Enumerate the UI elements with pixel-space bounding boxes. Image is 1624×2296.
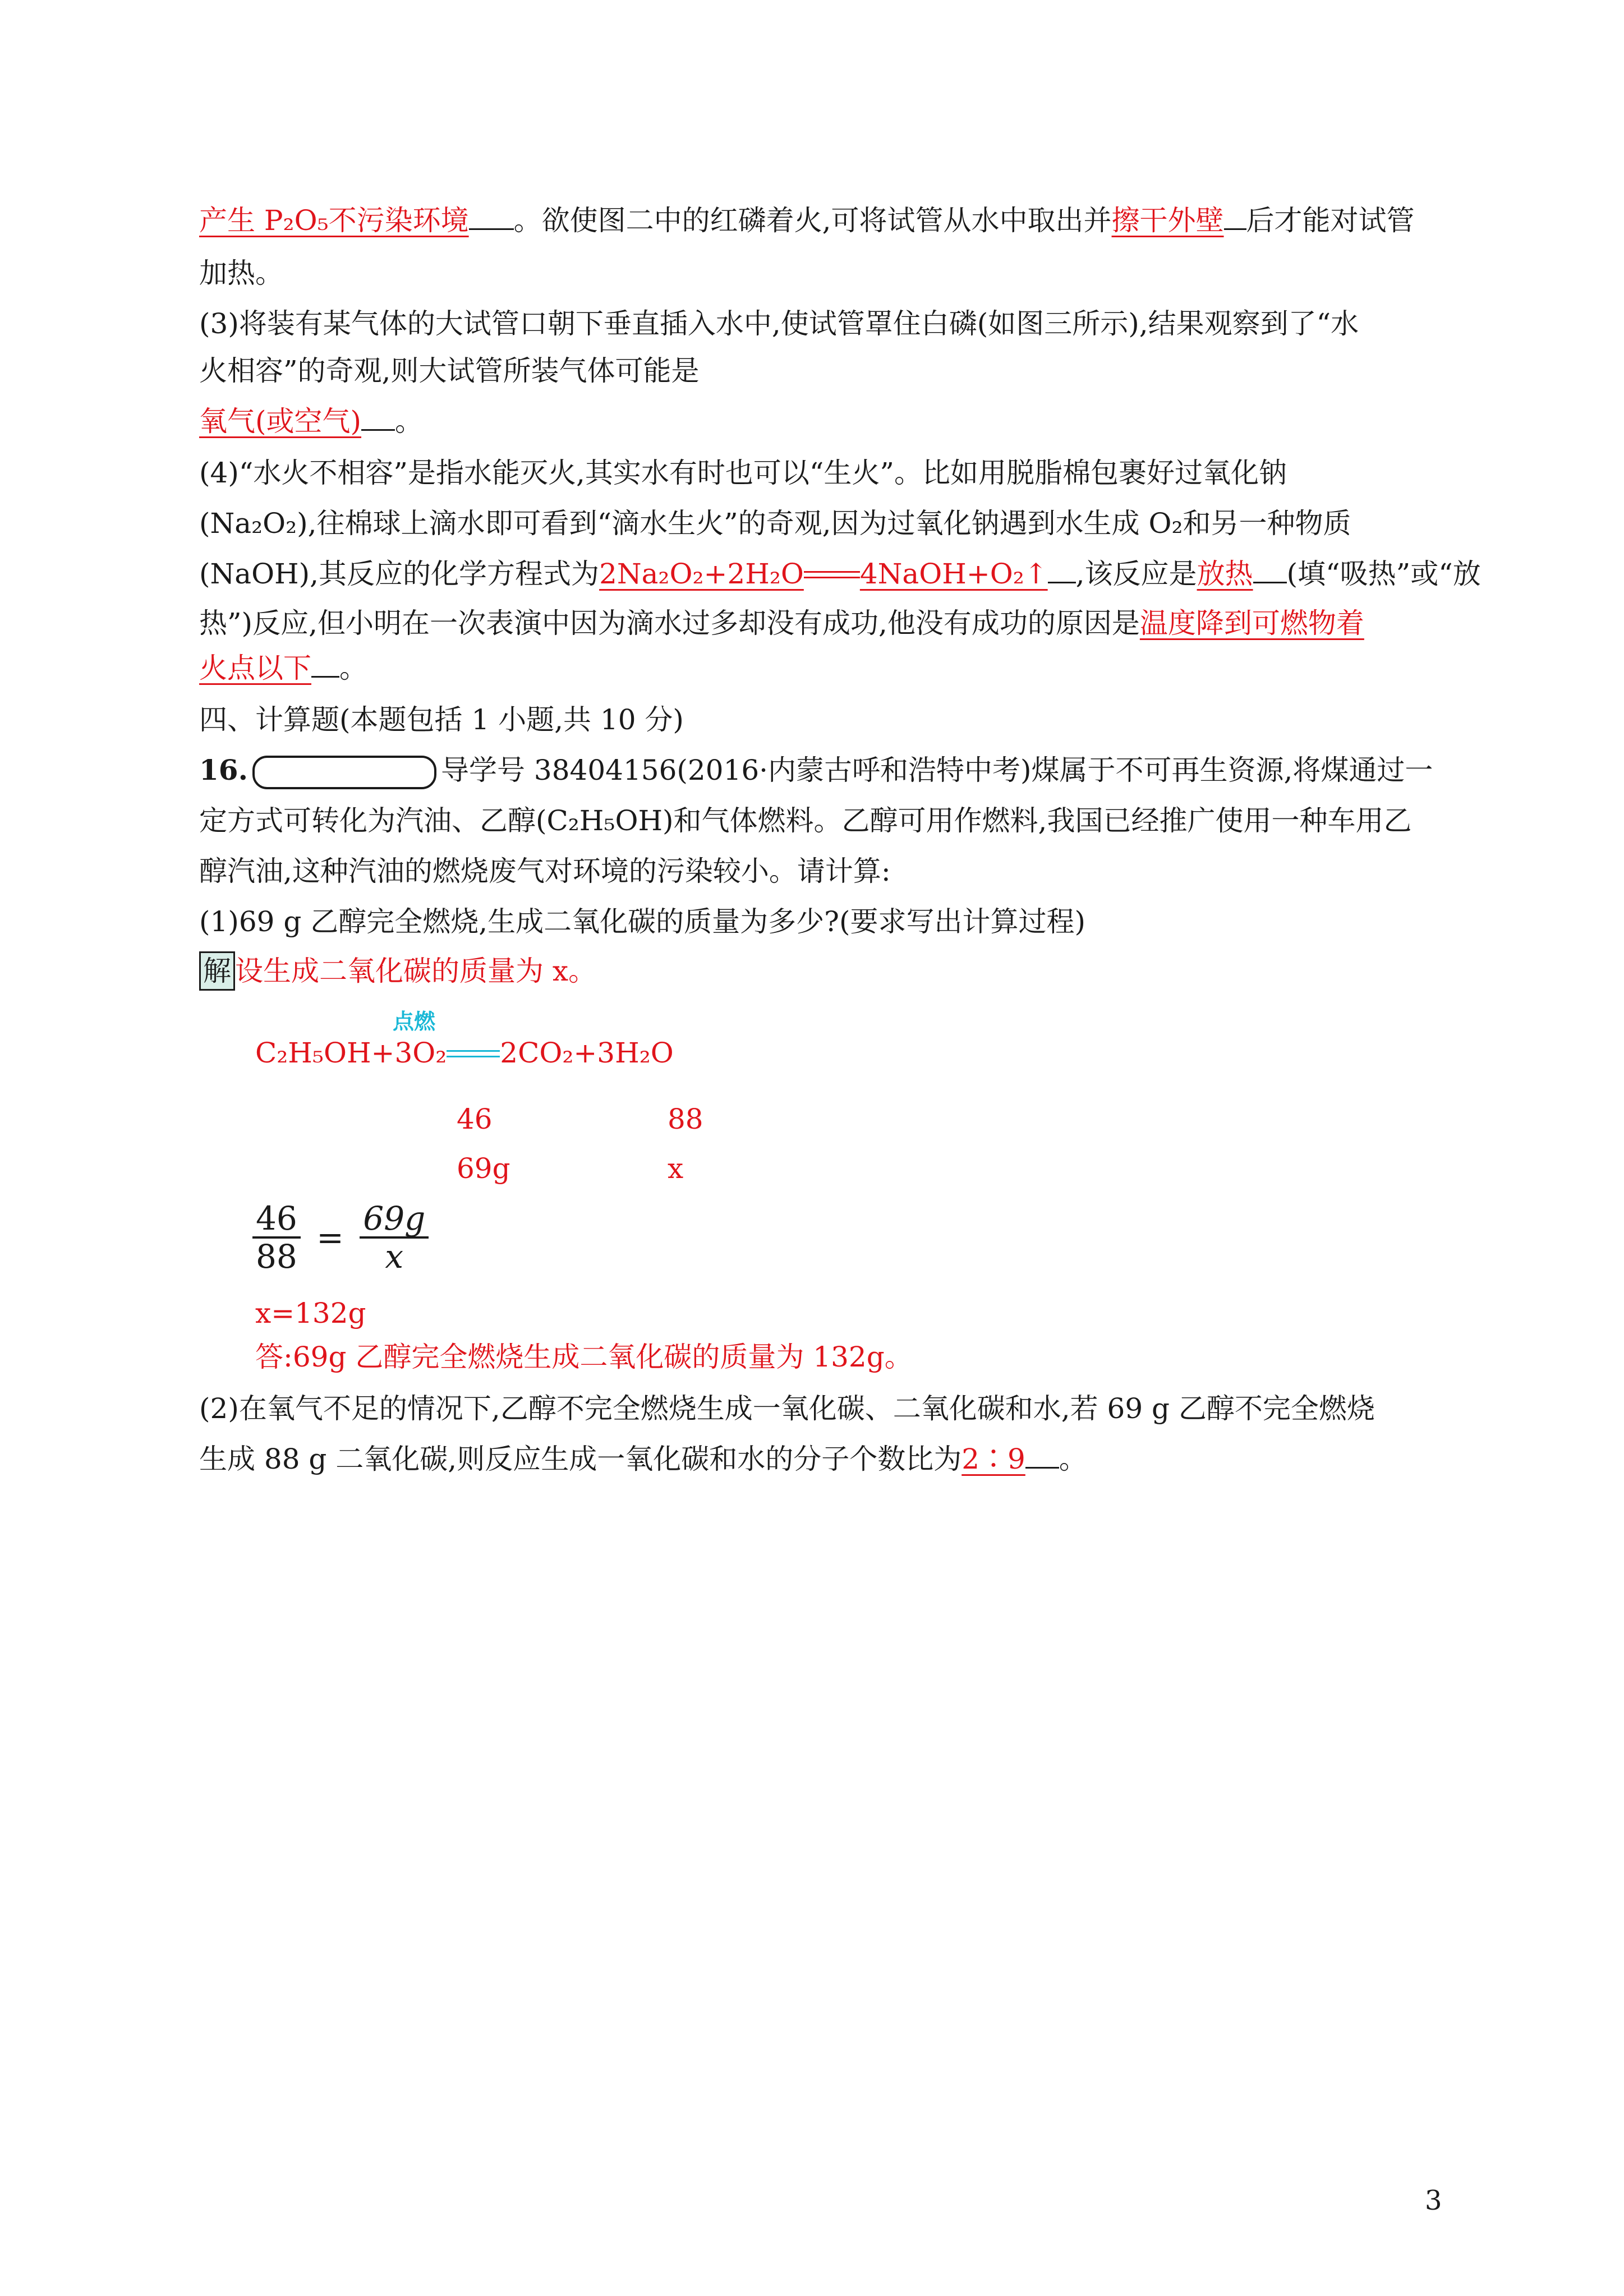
answer-oxygen: 氧气(或空气) [199, 405, 362, 438]
answer-p2o5: 产生 P₂O₅不污染环境 [199, 204, 469, 237]
q16-line1 [199, 744, 1433, 797]
blank-tail [311, 643, 339, 678]
q3-part4-line2: (Na₂O₂),往棉球上滴水即可看到“滴水生火”的奇观,因为过氧化钠遇到水生成 O₂和另一种物质 [199, 507, 1351, 540]
q16-part1: (1)69 g 乙醇完全燃烧,生成二氧化碳的质量为多少?(要求写出计算过程) [199, 905, 1085, 938]
final-answer: 答:69g 乙醇完全燃烧生成二氧化碳的质量为 132g。 [255, 1341, 913, 1373]
proportion-equation [252, 1200, 429, 1274]
reaction-condition: 点燃 [393, 1009, 436, 1034]
q3-part4-text4a: 热”)反应,但小明在一次表演中因为滴水过多却没有成功,他没有成功的原因是 [199, 607, 1140, 639]
section-heading: 四、计算题(本题包括 1 小题,共 10 分) [199, 703, 684, 736]
q16-line3: 醇汽油,这种汽油的燃烧废气对环境的污染较小。请计算: [199, 855, 891, 887]
q16-text1: 导学号 38404156(2016·内蒙古呼和浩特中考)煤属于不可再生资源,将煤通过一 [441, 754, 1433, 786]
fraction-left-numerator: 46 [252, 1200, 301, 1239]
equation-right: 4NaOH+O₂↑ [859, 558, 1048, 590]
period: 。 [339, 652, 367, 684]
q3-part3-line3 [199, 395, 423, 448]
fraction-equals: = [316, 1218, 344, 1257]
q16-solution-start [199, 945, 596, 997]
q3-part4-text3a: (NaOH),其反应的化学方程式为 [199, 558, 600, 590]
q3-tail-text2: 后才能对试管 [1246, 204, 1415, 237]
q3-tail-text1: 。欲使图二中的红磷着火,可将试管从水中取出并 [513, 204, 1112, 237]
equation-products: 2CO₂+3H₂O [500, 1037, 674, 1069]
molar-mass-ethanol: 46 [457, 1103, 493, 1135]
q3-tail-line1 [199, 194, 1415, 247]
q16-part2-line2 [199, 1433, 1087, 1485]
fraction-left-denominator: 88 [256, 1237, 297, 1276]
q3-part4-text3c: (填“吸热”或“放 [1286, 558, 1481, 590]
mass-co2: x [668, 1152, 684, 1185]
blank-tail [361, 397, 395, 431]
solution-marker: 解 [199, 951, 235, 991]
result: x=132g [255, 1297, 366, 1329]
equation-reactants: C₂H₅OH+3O₂ [255, 1037, 447, 1069]
q3-part4-text3b: ,该反应是 [1075, 558, 1197, 590]
fraction-right-numerator: 69g [360, 1200, 429, 1239]
q3-part3-line1: (3)将装有某气体的大试管口朝下垂直插入水中,使试管罩住白磷(如图三所示),结果观察到了“水 [199, 307, 1359, 340]
period: 。 [395, 405, 424, 438]
fracpart [252, 1200, 301, 1274]
q3-part4-line1: (4)“水火不相容”是指水能灭火,其实水有时也可以“生火”。比如用脱脂棉包裹好过氧化钠 [199, 457, 1287, 489]
guide-badge[interactable] [252, 756, 436, 789]
blank-tail [469, 196, 514, 230]
question-number: 16. [199, 753, 248, 786]
blank-tail [1224, 196, 1246, 230]
assumption: 设生成二氧化碳的质量为 x。 [235, 955, 597, 987]
period: 。 [1059, 1443, 1087, 1475]
combustion-equation [255, 1027, 674, 1079]
q3-part4-line4 [199, 597, 1364, 650]
q3-part4-line5 [199, 642, 367, 694]
q16-part2-line1: (2)在氧气不足的情况下,乙醇不完全燃烧生成一氧化碳、二氧化碳和水,若 69 g 乙醇不完全燃烧 [199, 1392, 1375, 1425]
answer-exothermic: 放热 [1197, 558, 1253, 590]
answer-dry-wall: 擦干外壁 [1111, 204, 1224, 237]
equation-left: 2Na₂O₂+2H₂O [599, 558, 804, 590]
answer-reason-2: 火点以下 [199, 652, 311, 684]
q3-part3-line2: 火相容”的奇观,则大试管所装气体可能是 [199, 355, 700, 387]
blank-tail [1253, 549, 1287, 583]
blank-tail [1025, 1434, 1059, 1469]
answer-reason-1: 温度降到可燃物着 [1139, 607, 1364, 639]
mass-ethanol: 69g [457, 1152, 510, 1185]
q16-line2: 定方式可转化为汽油、乙醇(C₂H₅OH)和气体燃料。乙醇可用作燃料,我国已经推广使用一种车用乙 [199, 804, 1412, 837]
equals-sign [804, 568, 860, 585]
q3-tail-line2: 加热。 [199, 257, 283, 289]
q16-part2-text: 生成 88 g 二氧化碳,则反应生成一氧化碳和水的分子个数比为 [199, 1443, 962, 1475]
equals-sign [447, 1047, 500, 1064]
blank-tail [1048, 549, 1076, 583]
page-number: 3 [1425, 2185, 1442, 2216]
fraction-right-denominator: x [385, 1237, 404, 1276]
q3-part4-line3 [199, 547, 1481, 600]
fracpart [360, 1200, 429, 1274]
answer-ratio: 2∶9 [961, 1443, 1025, 1475]
molar-mass-co2: 88 [668, 1103, 703, 1135]
